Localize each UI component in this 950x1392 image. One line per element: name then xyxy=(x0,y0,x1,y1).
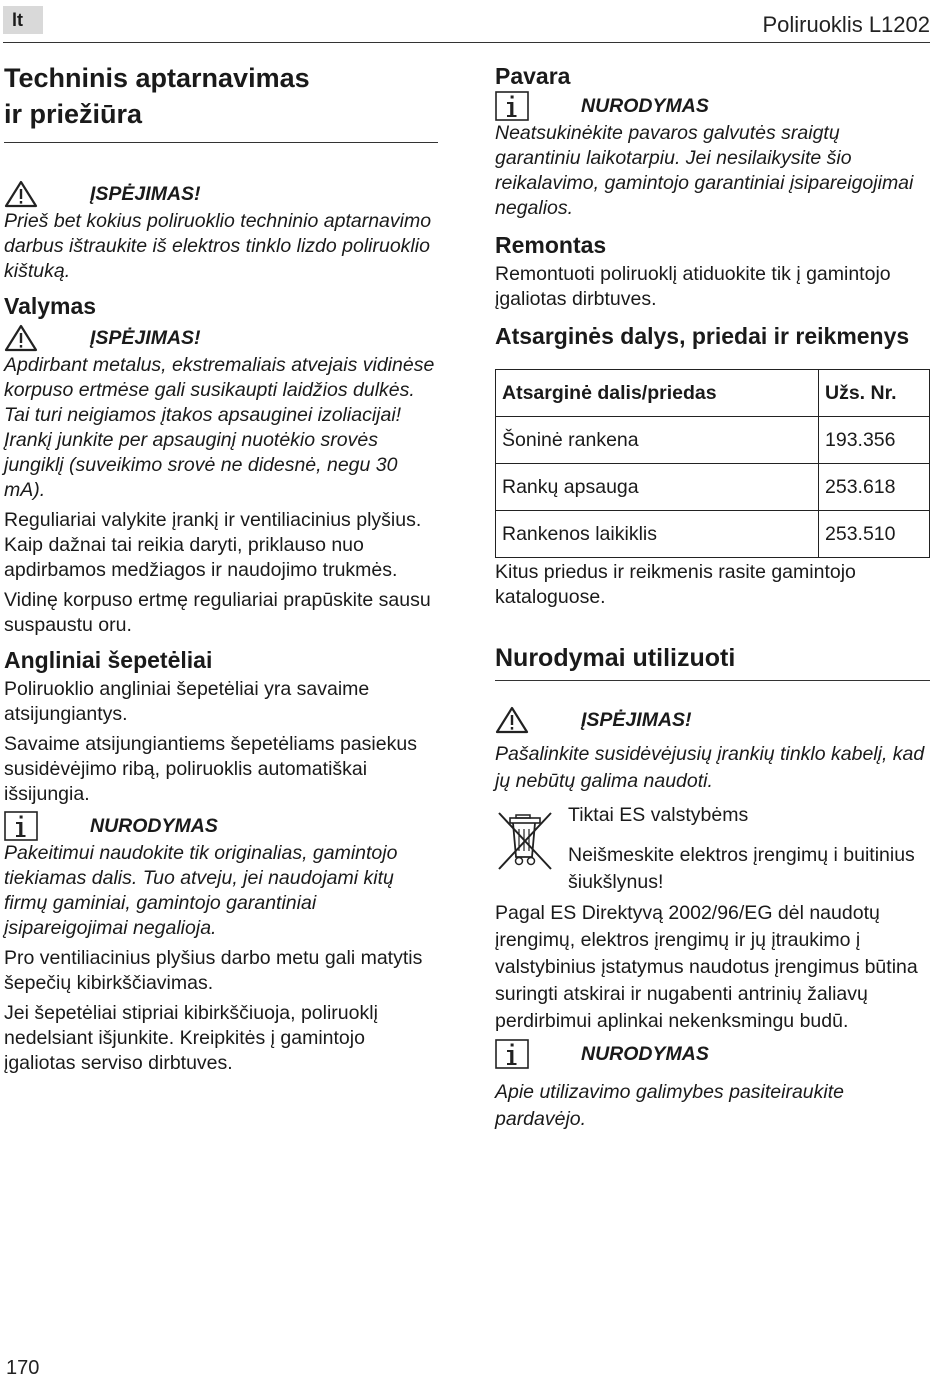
disposal-title: Nurodymai utilizuoti xyxy=(495,644,736,672)
spare-parts-footer-text: Kitus priedus ir reikmenis rasite gamintojo kataloguose. xyxy=(495,561,856,608)
table-header-order-number: Užs. Nr. xyxy=(819,370,930,417)
info-icon xyxy=(495,1039,529,1069)
table-row xyxy=(496,417,930,464)
page-number: 170 xyxy=(6,1357,40,1379)
weee-line-1: Tiktai ES valstybėms xyxy=(568,804,749,826)
note-label: NURODYMAS xyxy=(581,1042,709,1065)
table-cell-order-number: 193.356 xyxy=(819,417,930,464)
section-title-maintenance xyxy=(4,60,438,132)
table-cell-part: Rankenos laikiklis xyxy=(496,511,819,558)
warning-label: ĮSPĖJIMAS! xyxy=(581,708,692,731)
weee-text xyxy=(568,803,930,896)
note-label: NURODYMAS xyxy=(90,814,218,837)
repair-text: Remontuoti poliruoklį atiduokite tik į gamintojo įgaliotas dirbtuves. xyxy=(495,263,891,310)
section-title-line2: ir priežiūra xyxy=(4,99,143,129)
warning-triangle-icon xyxy=(4,324,38,352)
note-label: NURODYMAS xyxy=(581,94,709,117)
brushes-paragraph-4: Jei šepetėliai stipriai kibirkščiuoja, poliruoklį nedelsiant išjunkite. Kreipkitės į gamintojo įgaliotas serviso dirbtuves. xyxy=(4,1002,378,1074)
product-title: Poliruoklis L1202 xyxy=(762,12,930,37)
weee-line-2: Neišmeskite elektros įrengimų i buitinius šiukšlynus! xyxy=(568,844,915,893)
cleaning-paragraph-2: Vidinę korpuso ertmę reguliariai prapūskite sausu suspaustu oru. xyxy=(4,589,431,636)
brushes-paragraph-2: Savaime atsijungiantiems šepetėliams pasiekus susidėvėjimo ribą, poliruoklis automatiškai išsijungia. xyxy=(4,733,417,805)
weee-block xyxy=(495,803,930,896)
table-cell-part: Rankų apsauga xyxy=(496,464,819,511)
drive-title: Pavara xyxy=(495,63,571,89)
info-icon xyxy=(4,811,38,841)
brushes-note-header xyxy=(4,811,438,841)
warning-label: ĮSPĖJIMAS! xyxy=(90,326,201,349)
left-column xyxy=(4,60,438,1076)
table-row xyxy=(496,511,930,558)
drive-note-text: Neatsukinėkite pavaros galvutės sraigtų garantiniu laikotarpiu. Jei nesilaikysite šio reikalavimo, gamintojo garantiniai įsipareigojimai negalios. xyxy=(495,122,914,219)
crossed-bin-icon xyxy=(495,809,568,878)
brushes-title: Angliniai šepetėliai xyxy=(4,647,213,673)
right-column xyxy=(495,60,930,1133)
disposal-note-text: Apie utilizavimo galimybes pasiteiraukite pardavėjo. xyxy=(495,1081,844,1130)
spare-parts-table xyxy=(495,369,930,558)
warning-label: ĮSPĖJIMAS! xyxy=(90,182,201,205)
cleaning-title: Valymas xyxy=(4,293,97,319)
warning-triangle-icon xyxy=(495,706,529,734)
cleaning-warning-text: Apdirbant metalus, ekstremaliais atvejais vidinėse korpuso ertmėse gali susikaupti laidžios dulkės. Tai turi neigiamos įtakos apsauginei izoliacijai! Įrankį junkite per apsauginį nuotėkio srovės jungiklį (suveikimo srovė ne didesnė, negu 30 mA). xyxy=(4,354,435,501)
maintenance-warning-header xyxy=(4,179,438,209)
brushes-paragraph-3: Pro ventiliacinius plyšius darbo metu gali matytis šepečių kibirkščiavimas. xyxy=(4,947,423,994)
directive-text: Pagal ES Direktyvą 2002/96/EG dėl naudotų įrengimų, elektros įrengimų ir jų įtraukimo į valstybinius įstatymus naudotus įrengimus būtina suringti atskirai ir nugabenti antrinių žaliavų perdirbimui aplinkai nekenksmingu budū. xyxy=(495,902,918,1032)
cleaning-warning-header xyxy=(4,323,438,353)
drive-note-header xyxy=(495,91,930,121)
spare-parts-title: Atsarginės dalys, priedai ir reikmenys xyxy=(495,323,910,349)
header-rule xyxy=(3,42,930,43)
table-header-row xyxy=(496,370,930,417)
brushes-paragraph-1: Poliruoklio angliniai šepetėliai yra savaime atsijungiantys. xyxy=(4,678,370,725)
warning-triangle-icon xyxy=(4,180,38,208)
repair-title: Remontas xyxy=(495,232,607,258)
table-cell-order-number: 253.618 xyxy=(819,464,930,511)
cleaning-paragraph-1: Reguliariai valykite įrankį ir ventiliacinius plyšius. Kaip dažnai tai reikia daryti, priklauso nuo apdirbamos medžiagos ir naudojimo trukmės. xyxy=(4,509,422,581)
maintenance-warning-text: Prieš bet kokius poliruoklio techninio aptarnavimo darbus ištraukite iš elektros tinklo lizdo poliruoklio kištuką. xyxy=(4,210,432,282)
table-cell-order-number: 253.510 xyxy=(819,511,930,558)
table-cell-part: Šoninė rankena xyxy=(496,417,819,464)
brushes-note-text: Pakeitimui naudokite tik originalias, gamintojo tiekiamas dalis. Tuo atveju, jei naudojami kitų firmų gaminiai, gamintojo garantiniai įsipareigojimai negalioja. xyxy=(4,842,398,939)
language-badge: lt xyxy=(3,6,43,34)
info-icon xyxy=(495,91,529,121)
table-header-part: Atsarginė dalis/priedas xyxy=(496,370,819,417)
disposal-warning-text: Pašalinkite susidėvėjusių įrankių tinklo kabelį, kad jų nebūtų galima naudoti. xyxy=(495,743,925,792)
disposal-note-header xyxy=(495,1039,930,1069)
disposal-warning-header xyxy=(495,705,930,735)
section-title-line1: Techninis aptarnavimas xyxy=(4,63,310,93)
table-row xyxy=(496,464,930,511)
